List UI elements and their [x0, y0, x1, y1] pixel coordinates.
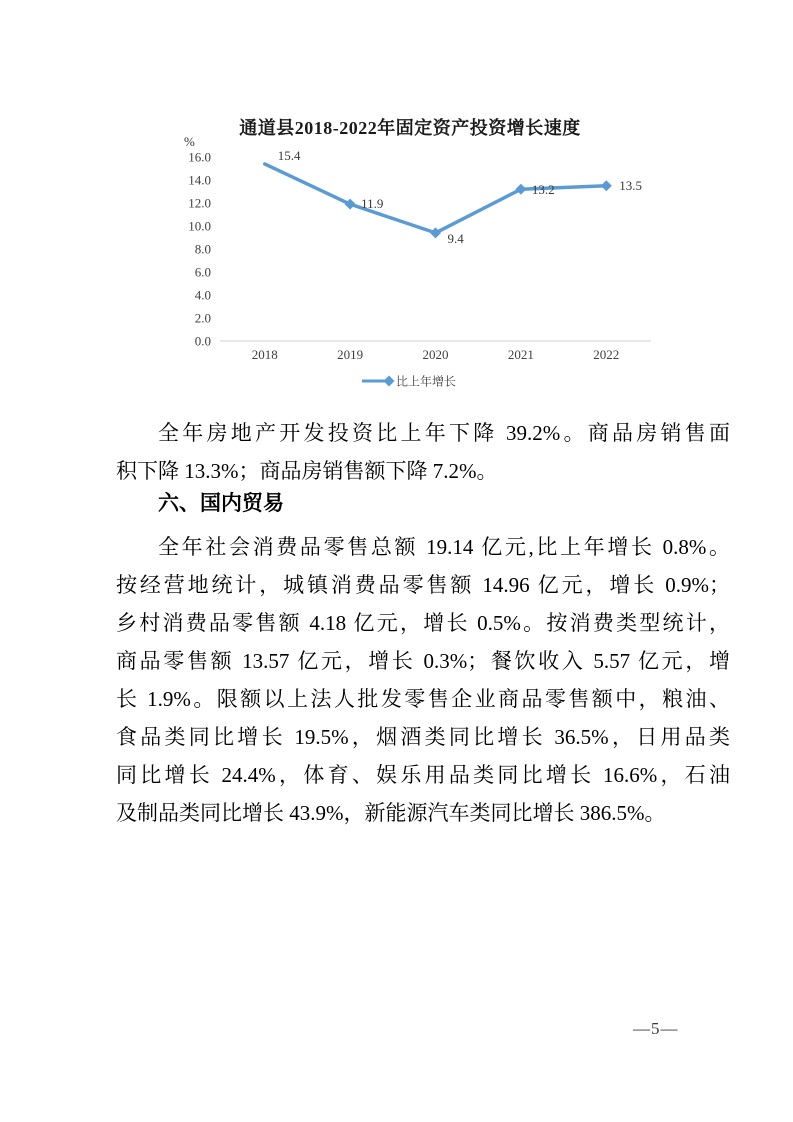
y-tick-label: 6.0 [194, 264, 211, 280]
y-tick-label: 2.0 [194, 310, 211, 326]
text-line: 全年社会消费品零售总额 19.14 亿元,比上年增长 0.8%。 [158, 535, 730, 559]
text-line: 乡村消费品零售额 4.18 亿元，增长 0.5%。按消费类型统计， [116, 611, 730, 635]
growth-line [265, 164, 607, 233]
data-point-label: 13.5 [619, 177, 643, 193]
data-point-label: 15.4 [277, 147, 301, 163]
y-tick-label: 10.0 [188, 218, 211, 234]
text-line: 同比增长 24.4%，体育、娱乐用品类同比增长 16.6%，石油 [116, 763, 730, 787]
text-line: 全年房地产开发投资比上年下降 39.2%。商品房销售面 [158, 421, 730, 445]
text-line: 商品零售额 13.57 亿元，增长 0.3%；餐饮收入 5.57 亿元，增 [116, 649, 730, 673]
y-tick-label: 14.0 [188, 172, 211, 188]
paragraph-domestic-trade [116, 528, 730, 832]
y-tick-label: 12.0 [188, 195, 211, 211]
text-line: 按经营地统计，城镇消费品零售额 14.96 亿元，增长 0.9%； [116, 573, 730, 597]
data-point-label: 9.4 [447, 230, 464, 246]
y-axis-unit-label: % [184, 134, 195, 149]
x-tick-label: 2018 [251, 347, 278, 362]
paragraph-real-estate [116, 414, 730, 490]
y-tick-label: 16.0 [188, 149, 211, 165]
text-line: 长 1.9%。限额以上法人批发零售企业商品零售额中，粮油、 [116, 687, 730, 711]
y-tick-label: 4.0 [194, 287, 211, 303]
investment-growth-chart [0, 0, 793, 400]
y-tick-label: 8.0 [194, 241, 211, 257]
data-point-label: 11.9 [361, 196, 384, 212]
chart-title: 通道县2018-2022年固定资产投资增长速度 [239, 118, 581, 138]
x-tick-label: 2019 [337, 347, 364, 362]
data-point-label: 13.2 [531, 182, 555, 198]
page-number: —5— [633, 1019, 679, 1038]
data-point-marker [345, 199, 356, 210]
x-tick-label: 2022 [593, 347, 620, 362]
text-line: 食品类同比增长 19.5%，烟酒类同比增长 36.5%，日用品类 [116, 725, 730, 749]
x-tick-label: 2021 [507, 347, 534, 362]
data-point-marker [601, 180, 612, 191]
section-heading: 六、国内贸易 [158, 492, 284, 515]
text-line: 及制品类同比增长 43.9%，新能源汽车类同比增长 386.5%。 [116, 801, 666, 825]
legend-marker [384, 376, 395, 387]
legend-label: 比上年增长 [396, 374, 457, 389]
y-tick-label: 0.0 [194, 333, 211, 349]
text-line: 积下降 13.3%；商品房销售额下降 7.2%。 [116, 459, 498, 483]
x-tick-label: 2020 [422, 347, 449, 362]
section-heading-block [116, 485, 730, 523]
